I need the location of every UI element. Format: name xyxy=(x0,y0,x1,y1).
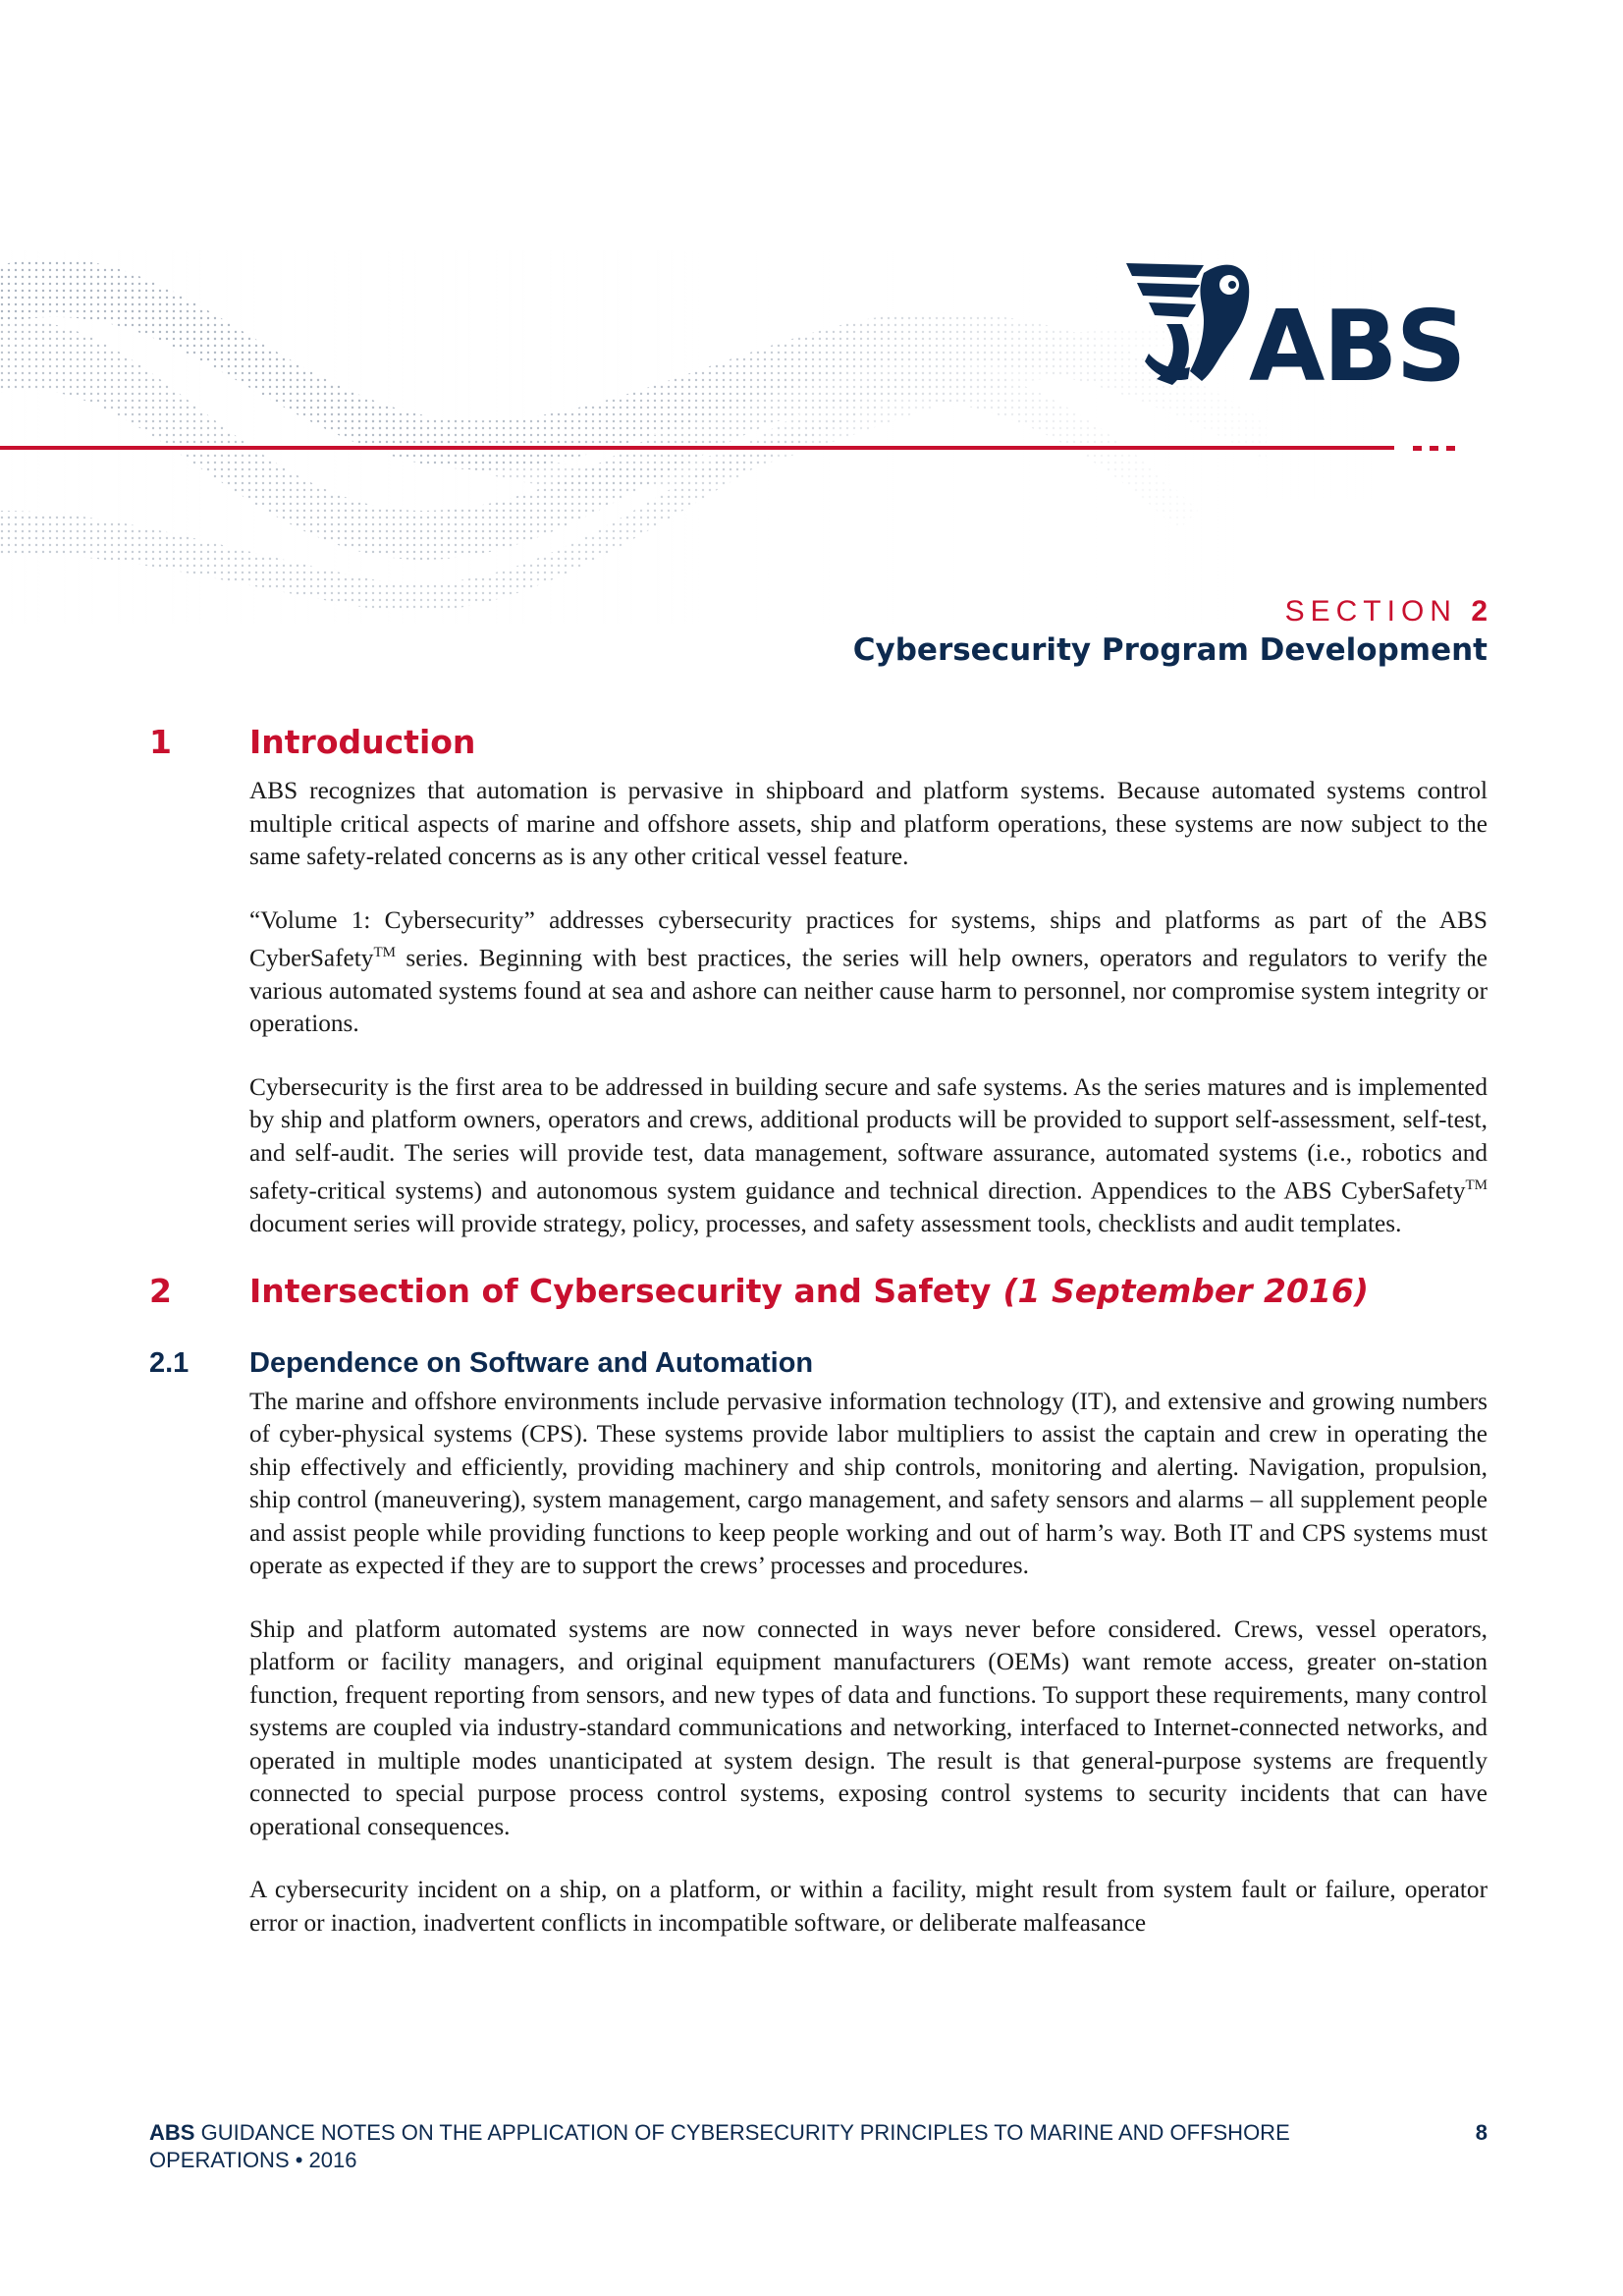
trademark-mark: TM xyxy=(373,945,396,960)
subheading-dependence xyxy=(149,1347,1488,1380)
paragraph xyxy=(249,904,1488,1041)
section-number: 2 xyxy=(1471,595,1488,628)
paragraph-text: “Volume 1: Cybersecurity” addresses cybersecurity practices for systems, ships and platforms as part of the ABS CyberSafety xyxy=(249,905,1488,972)
paragraph xyxy=(249,1071,1488,1241)
dotted-wave-decoration xyxy=(0,246,1375,629)
footer-title: GUIDANCE NOTES ON THE APPLICATION OF CYBERSECURITY PRINCIPLES TO MARINE AND OFFSHORE OPERATIONS • 2016 xyxy=(149,2120,1290,2172)
heading-title: Introduction xyxy=(249,723,476,761)
page-footer xyxy=(149,2119,1488,2174)
section-heading xyxy=(853,595,1488,668)
heading-introduction xyxy=(149,723,1488,761)
header-red-dashes xyxy=(1413,446,1455,451)
heading-number: 2 xyxy=(149,1271,172,1310)
subheading-number: 2.1 xyxy=(149,1346,189,1379)
abs-logo-wordmark: ABS xyxy=(1249,289,1465,404)
heading-number: 1 xyxy=(149,723,172,761)
heading-title: Intersection of Cybersecurity and Safety xyxy=(249,1271,992,1310)
page-number: 8 xyxy=(1475,2120,1488,2145)
section-label-word: SECTION xyxy=(1284,595,1457,628)
document-body xyxy=(149,723,1488,1970)
paragraph: ABS recognizes that automation is pervasive in shipboard and platform systems. Because automated systems control multiple critical aspects of marine and offshore assets, ship and platform operations, these systems are now subject to the same safety-related concerns as is any other critical vessel feature. xyxy=(249,777,1488,870)
paragraph: The marine and offshore environments include pervasive information technology (IT), and extensive and growing numbers of cyber-physical systems (CPS). These systems provide labor multipliers to assist the captain and crew in operating the ship effectively and efficiently, providing machinery and ship controls, monitoring and alerting. Navigation, propulsion, ship control (maneuvering), system management, cargo management, and safety sensors and alarms – all supplement people and assist people while providing functions to keep people working and out of harm’s way. Both IT and CPS systems must operate as expected if they are to support the crews’ processes and procedures. xyxy=(249,1387,1488,1580)
paragraph: A cybersecurity incident on a ship, on a platform, or within a facility, might result from system fault or failure, operator error or inaction, inadvertent conflicts in incompatible software, or deliberate malfeasance xyxy=(249,1876,1488,1937)
paragraph-text: document series will provide strategy, policy, processes, and safety assessment tools, checklists and audit templates. xyxy=(249,1210,1402,1238)
section-title: Cybersecurity Program Development xyxy=(852,632,1488,668)
trademark-mark: TM xyxy=(1465,1177,1488,1194)
subheading-title: Dependence on Software and Automation xyxy=(249,1346,814,1379)
footer-brand: ABS xyxy=(149,2120,195,2145)
paragraph-text: Cybersecurity is the first area to be addressed in building secure and safe systems. As the series matures and is implemented by ship and platform owners, operators and crews, additional products will be provided to support self-assessment, self-test, and self-audit. The series will provide test, data management, software assurance, automated systems (i.e., robotics and safety-critical systems) and autonomous system guidance and technical direction. Appendices to the ABS CyberSafety xyxy=(249,1072,1488,1205)
heading-intersection xyxy=(149,1272,1488,1310)
header-artwork xyxy=(0,0,1623,629)
paragraph: Ship and platform automated systems are now connected in ways never before considered. Crews, vessel operators, platform or facility managers, and original equipment manufacturers (OEMs) want remote access, greater on-station function, frequent reporting from sensors, and new types of data and functions. To support these requirements, many control systems are coupled via industry-standard communications and networking, interfaced to Internet-connected networks, and operated in multiple modes unanticipated at system design. The result is that general-purpose systems are frequently connected to special purpose process control systems, exposing control systems to security incidents that can have operational consequences. xyxy=(249,1614,1488,1840)
footer-text xyxy=(149,2119,1386,2174)
heading-date: (1 September 2016) xyxy=(1002,1271,1369,1310)
paragraph-text: series. Beginning with best practices, the series will help owners, operators and regulators to verify the various automated systems found at sea and ashore can neither cause harm to personnel, nor compromise system integrity or operations. xyxy=(249,944,1488,1038)
section-label xyxy=(853,595,1488,629)
